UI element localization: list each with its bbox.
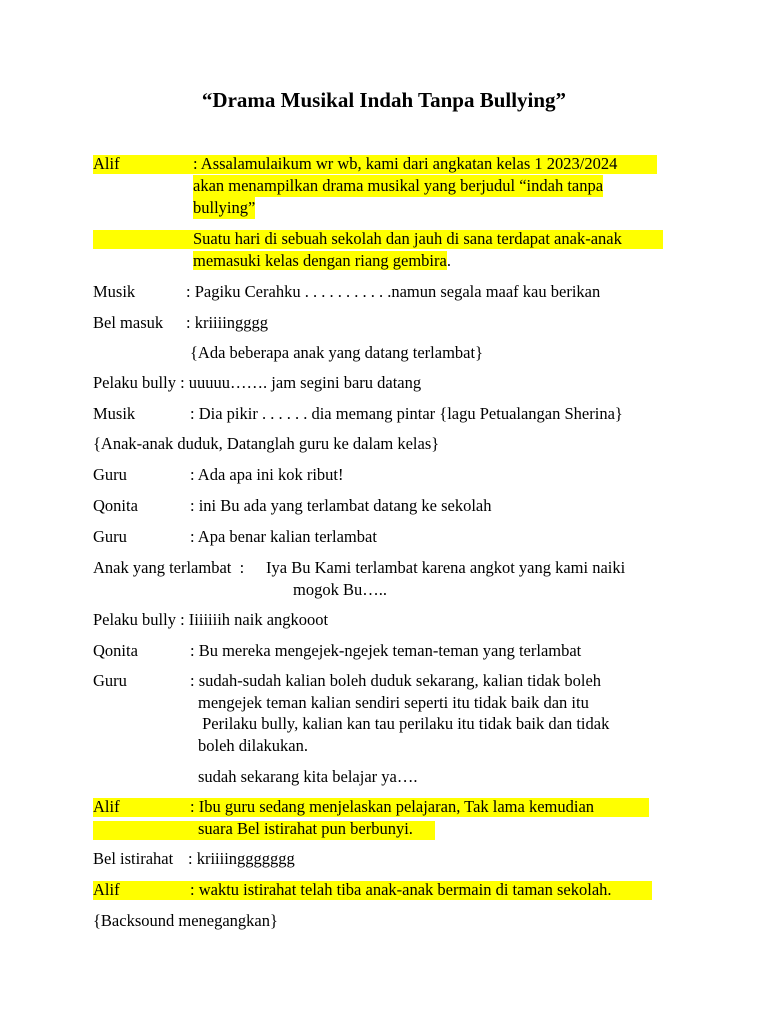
stage-direction: {Backsound menegangkan}: [93, 911, 278, 930]
speaker-anak-terlambat: Anak yang terlambat :: [93, 558, 245, 577]
dialogue-line: : kriiiingggg: [186, 313, 269, 332]
dialogue-line: boleh dilakukan.: [198, 736, 308, 755]
narration-period: .: [446, 251, 451, 270]
dialogue-line: : waktu istirahat telah tiba anak-anak bermain di taman sekolah.: [190, 880, 612, 899]
dialogue-line: : Bu mereka mengejek-ngejek teman-teman yang terlambat: [190, 641, 582, 660]
dialogue-line: : kriiiinggggggg: [188, 849, 295, 868]
dialogue-line: : sudah-sudah kalian boleh duduk sekarang, kalian tidak boleh: [190, 671, 602, 690]
speaker-musik: Musik: [93, 282, 136, 301]
dialogue-line: Iya Bu Kami terlambat karena angkot yang kami naiki: [266, 558, 626, 577]
dialogue-line: : Dia pikir . . . . . . dia memang pintar {lagu Petualangan Sherina}: [190, 404, 623, 423]
dialogue-line: sudah sekarang kita belajar ya….: [198, 767, 418, 786]
dialogue-line: : Pagiku Cerahku . . . . . . . . . . .namun segala maaf kau berikan: [186, 282, 601, 301]
speaker-alif: Alif: [93, 797, 120, 816]
speaker-guru: Guru: [93, 465, 127, 484]
dialogue-line: : Apa benar kalian terlambat: [190, 527, 377, 546]
page-title: “Drama Musikal Indah Tanpa Bullying”: [201, 88, 567, 112]
speaker-guru: Guru: [93, 671, 127, 690]
speaker-alif: Alif: [93, 880, 120, 899]
speaker-guru: Guru: [93, 527, 127, 546]
speaker-bel-istirahat: Bel istirahat: [93, 849, 174, 868]
dialogue-line: Perilaku bully, kalian kan tau perilaku itu tidak baik dan tidak: [198, 714, 610, 733]
stage-direction: {Ada beberapa anak yang datang terlambat}: [190, 343, 483, 362]
speaker-musik: Musik: [93, 404, 136, 423]
dialogue-line: : ini Bu ada yang terlambat datang ke sekolah: [190, 496, 492, 515]
speaker-bel-masuk: Bel masuk: [93, 313, 164, 332]
dialogue-line: mengejek teman kalian sendiri seperti itu tidak baik dan itu: [198, 693, 589, 712]
speaker-alif: Alif: [93, 154, 120, 173]
speaker-qonita: Qonita: [93, 641, 138, 660]
dialogue-line: Pelaku bully : Iiiiiiih naik angkooot: [93, 610, 329, 629]
stage-direction: {Anak-anak duduk, Datanglah guru ke dalam kelas}: [93, 434, 440, 453]
narration-line: memasuki kelas dengan riang gembira: [193, 251, 447, 270]
narration-line: Suatu hari di sebuah sekolah dan jauh di sana terdapat anak-anak: [193, 229, 622, 248]
dialogue-line: suara Bel istirahat pun berbunyi.: [198, 819, 413, 838]
dialogue-line: mogok Bu…..: [293, 580, 387, 599]
dialogue-line: bullying”: [193, 198, 256, 217]
dialogue-line: Pelaku bully : uuuuu……. jam segini baru datang: [93, 373, 422, 392]
dialogue-line: akan menampilkan drama musikal yang berjudul “indah tanpa: [193, 176, 604, 195]
dialogue-line: : Ada apa ini kok ribut!: [190, 465, 344, 484]
dialogue-line: : Ibu guru sedang menjelaskan pelajaran, Tak lama kemudian: [190, 797, 595, 816]
dialogue-line: : Assalamulaikum wr wb, kami dari angkatan kelas 1 2023/2024: [193, 154, 618, 173]
speaker-qonita: Qonita: [93, 496, 138, 515]
